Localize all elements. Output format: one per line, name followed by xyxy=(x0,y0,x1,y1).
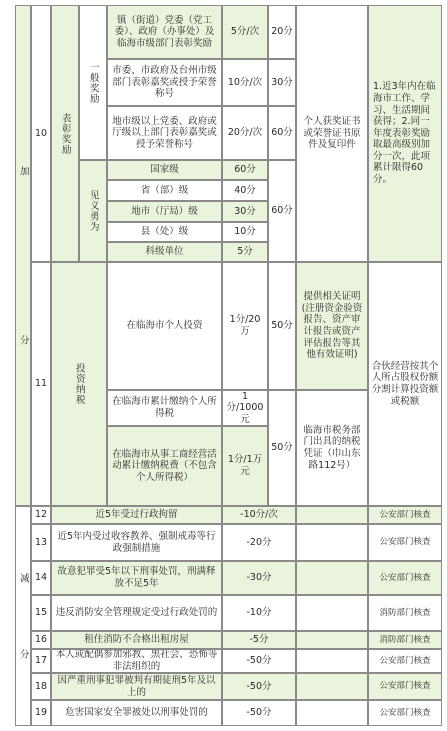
award-cap: 20分 xyxy=(268,5,296,59)
row-number: 18 xyxy=(31,673,51,700)
section-add-header xyxy=(15,5,31,506)
deduction-score: -50分 xyxy=(222,673,296,700)
tax-income-score-per: 1分/1000元 xyxy=(222,390,268,426)
deduction-verify: 消防部门核查 xyxy=(368,595,442,631)
brave-level: 县（处）级 xyxy=(107,222,222,242)
deduction-desc: 近5年内受过收容教养、强制戒毒等行政强制措施 xyxy=(51,524,222,561)
deduction-desc: 故意犯罪受5年以下刑事处罚，刑满释放不足5年 xyxy=(51,561,222,595)
deduction-desc: 本人或配偶参加邪教、黑社会、恐怖等非法组织的 xyxy=(51,649,222,673)
brave-level: 省（部）级 xyxy=(107,180,222,201)
tax-income-desc: 在临海市累计缴纳个人所得税 xyxy=(107,390,222,426)
tax-material: 临海市税务部门出具的纳税凭证（巾山东路112号） xyxy=(296,390,368,506)
investment-score-per: 1分/20万 xyxy=(222,262,268,390)
award-desc: 镇（街道）党委（党工委）、政府（办事处）及临海市级部门表彰奖励 xyxy=(107,5,222,59)
award-score-per: 20分/次 xyxy=(222,106,268,160)
deduction-spacer xyxy=(296,649,368,673)
brave-score: 30分 xyxy=(222,201,268,222)
deduction-spacer xyxy=(296,631,368,649)
deduction-desc: 近5年受过行政拘留 xyxy=(51,506,222,524)
row-number: 13 xyxy=(31,524,51,561)
investment-desc: 在临海市个人投资 xyxy=(107,262,222,390)
deduction-desc: 租住消防不合格出租房屋 xyxy=(51,631,222,649)
row-number: 12 xyxy=(31,506,51,524)
deduction-score: -5分 xyxy=(222,631,296,649)
section-sub-char-2: 分 xyxy=(17,648,29,659)
brave-score: 60分 xyxy=(222,160,268,180)
group-label-general: 一般奖励 xyxy=(79,5,107,160)
award-cap: 60分 xyxy=(268,106,296,160)
deduction-verify: 消防部门核查 xyxy=(368,631,442,649)
award-score-per: 5分/次 xyxy=(222,5,268,59)
award-note: 1.近3年内在临海市工作、学习、生活期间获得；2.同一年度表彰奖励取最高级别加分一次，此项累计限得60分。 xyxy=(368,5,442,262)
deduction-verify: 公安部门核查 xyxy=(368,524,442,561)
row-number: 17 xyxy=(31,649,51,673)
item-label: 投资纳税 xyxy=(51,262,107,506)
deduction-score: -20分 xyxy=(222,524,296,561)
award-material: 个人获奖证书或荣誉证书原件及复印件 xyxy=(296,5,368,262)
deduction-verify: 公安部门核查 xyxy=(368,561,442,595)
brave-score: 40分 xyxy=(222,180,268,201)
row-number: 11 xyxy=(31,262,51,506)
deduction-verify: 公安部门核查 xyxy=(368,506,442,524)
brave-score: 10分 xyxy=(222,222,268,242)
deduction-spacer xyxy=(296,524,368,561)
row-number: 15 xyxy=(31,595,51,631)
award-desc: 市委、市政府及台州市级部门表彰嘉奖或授予荣誉称号 xyxy=(107,59,222,106)
brave-level: 地市（厅局）级 xyxy=(107,201,222,222)
brave-score: 5分 xyxy=(222,242,268,262)
row-number: 16 xyxy=(31,631,51,649)
section-sub-char-1: 减 xyxy=(17,573,29,584)
row-number: 10 xyxy=(31,5,51,262)
brave-cap: 60分 xyxy=(268,160,296,262)
deduction-spacer xyxy=(296,595,368,631)
award-score-per: 10分/次 xyxy=(222,59,268,106)
section-sub-header xyxy=(15,506,31,726)
deduction-desc: 危害国家安全罪被处以刑事处罚的 xyxy=(51,700,222,726)
section-add-char-2: 分 xyxy=(17,334,29,346)
investment-cap: 50分 xyxy=(268,262,296,390)
deduction-score: -50分 xyxy=(222,700,296,726)
deduction-desc: 违反消防安全管理规定受过行政处罚的 xyxy=(51,595,222,631)
deduction-score: -10分 xyxy=(222,595,296,631)
deduction-score: -30分 xyxy=(222,561,296,595)
item-label: 表彰奖励 xyxy=(51,5,79,262)
deduction-spacer xyxy=(296,673,368,700)
award-desc: 地市级以上党委、政府或厅级以上部门表彰嘉奖或授予荣誉称号 xyxy=(107,106,222,160)
section-add-char-1: 加 xyxy=(17,165,29,177)
row-number: 19 xyxy=(31,700,51,726)
tax-cap: 50分 xyxy=(268,390,296,506)
award-cap: 30分 xyxy=(268,59,296,106)
deduction-spacer xyxy=(296,561,368,595)
deduction-desc: 因严重刑事犯罪被判有期徒刑5年及以上的 xyxy=(51,673,222,700)
brave-level: 国家级 xyxy=(107,160,222,180)
deduction-verify: 公安部门核查 xyxy=(368,673,442,700)
deduction-spacer xyxy=(296,700,368,726)
tax-business-desc: 在临海市从事工商经营活动累计缴纳税费（不包含个人所得税） xyxy=(107,426,222,506)
group-label-brave: 见义勇为 xyxy=(79,160,107,262)
deduction-verify: 公安部门核查 xyxy=(368,649,442,673)
deduction-spacer xyxy=(296,506,368,524)
deduction-score: -50分 xyxy=(222,649,296,673)
deduction-verify: 公安部门核查 xyxy=(368,700,442,726)
tax-business-score-per: 1分/1万元 xyxy=(222,426,268,506)
investment-note: 合伙经营按其个人所占股权份额分割计算投资额或税额 xyxy=(368,262,442,506)
deduction-score: -10分/次 xyxy=(222,506,296,524)
investment-material: 提供相关证明(注册资金验资报告、资产审计报告或资产评估报告等其他有效证明) xyxy=(296,262,368,390)
row-number: 14 xyxy=(31,561,51,595)
brave-level: 科级单位 xyxy=(107,242,222,262)
